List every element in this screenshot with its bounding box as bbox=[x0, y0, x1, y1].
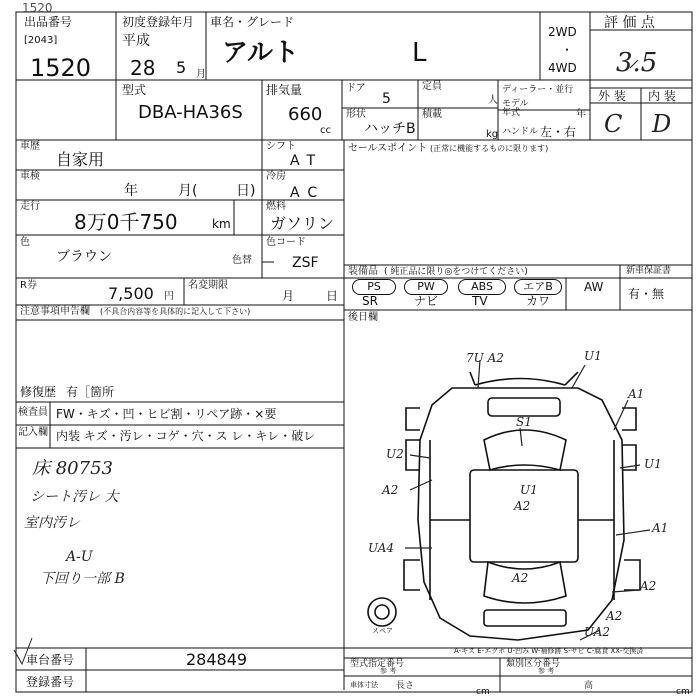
disp-unit: cc bbox=[320, 125, 331, 136]
reg-unit: 月 bbox=[196, 69, 206, 80]
checker-row-2: 内装 キズ・汚レ・コゲ・穴・ス レ・キレ・破レ bbox=[56, 429, 316, 443]
hand-note-4: A-U bbox=[66, 549, 93, 565]
equip-note: ( 純正品に限り◎をつけてください) bbox=[384, 267, 528, 277]
repair-value: 有［箇所 bbox=[66, 385, 115, 399]
sales-note: (正常に機能するものに限ります) bbox=[430, 144, 549, 153]
venue-no-cut: 1520 bbox=[22, 1, 53, 15]
reg-month: 5 bbox=[176, 58, 187, 77]
height-label: 高 bbox=[584, 681, 594, 691]
model-year-label: モデル 年式 bbox=[502, 99, 529, 118]
ac-value: AC bbox=[290, 185, 326, 201]
cap-unit: 人 bbox=[488, 95, 498, 106]
warranty-label: 新車保証書 bbox=[626, 266, 672, 276]
mark-l-door: U2 bbox=[386, 447, 404, 461]
lot-sub: [2043] bbox=[24, 35, 58, 46]
mark-l-rear: UA4 bbox=[368, 541, 395, 555]
inspect-label: 車検 bbox=[20, 171, 40, 182]
inspect-month: 月( bbox=[178, 183, 198, 199]
handle-value: 左・右 bbox=[540, 125, 577, 139]
hand-note-5: 下回り一部 B bbox=[40, 571, 125, 587]
repair-label: 修復歴 bbox=[20, 385, 57, 399]
score-label: 評 価 点 bbox=[604, 15, 655, 31]
mark-roof-u1: U1 bbox=[520, 483, 538, 497]
disp-value: 660 bbox=[288, 104, 323, 125]
color-value: ブラウン bbox=[56, 249, 112, 265]
rear-label: 後日欄 bbox=[348, 312, 378, 323]
chassis-label: 車台番号 bbox=[26, 653, 75, 667]
equip-navi: ナビ bbox=[414, 294, 439, 308]
shape-value: ハッチB bbox=[364, 121, 416, 137]
fuel-label: 燃料 bbox=[266, 201, 286, 212]
model-value: DBA-HA36S bbox=[138, 102, 243, 123]
checker-label-1: 検査員 bbox=[18, 407, 48, 418]
recycle-label: R券 bbox=[20, 280, 37, 291]
usage-label: 車歴 bbox=[20, 141, 40, 152]
reg-era: 平成 bbox=[122, 33, 150, 49]
dims-label: 車体寸法 bbox=[350, 681, 378, 689]
car-label: 車名・グレード bbox=[210, 15, 295, 29]
chassis-value: 284849 bbox=[186, 650, 248, 669]
usage-value: 自家用 bbox=[56, 150, 105, 169]
spare-label: スペア bbox=[372, 627, 393, 635]
score-value: 3.5 bbox=[616, 48, 658, 78]
equip-leather: カワ bbox=[526, 294, 551, 308]
score-ext-label: 外 装 bbox=[598, 89, 626, 103]
reg-year: 28 bbox=[130, 56, 156, 80]
shape-label: 形状 bbox=[346, 109, 366, 120]
mileage-unit: km bbox=[212, 217, 231, 231]
mark-fr-fender: A1 bbox=[628, 387, 645, 401]
regno-label: 登録番号 bbox=[26, 675, 75, 689]
color-label: 色 bbox=[20, 237, 30, 248]
mark-bumper: UA2 bbox=[584, 625, 611, 639]
mark-r-rear: A1 bbox=[652, 521, 669, 535]
cm-1: cm bbox=[476, 687, 490, 697]
car-name: アルト bbox=[222, 38, 299, 68]
model-year-unit: 年 bbox=[576, 109, 586, 120]
hand-note-1: 床 80753 bbox=[32, 458, 113, 479]
equip-abs: ABS bbox=[458, 279, 506, 295]
inspect-day: 日) bbox=[236, 183, 256, 199]
dealer-label: ディーラー・並行 bbox=[502, 85, 574, 95]
notes-note: (不具合内容等を具体的に記入して下さい) bbox=[100, 307, 251, 316]
model-label: 型式 bbox=[122, 83, 147, 97]
handle-label: ハンドル bbox=[502, 127, 539, 137]
load-label: 積載 bbox=[422, 109, 442, 120]
equip-aw: AW bbox=[584, 280, 604, 294]
mark-r-quarter: A2 bbox=[640, 579, 657, 593]
color-code: ZSF bbox=[292, 255, 319, 271]
car-diagram bbox=[368, 372, 640, 640]
paint-label: 色替 bbox=[232, 255, 252, 266]
drive-2wd: 2WD bbox=[548, 25, 577, 39]
color-code-label: 色コード bbox=[266, 237, 306, 248]
warranty-value: 有・無 bbox=[628, 287, 665, 301]
mark-r-door: U1 bbox=[644, 457, 662, 471]
hand-note-2: シート汚レ 大 bbox=[30, 489, 119, 505]
mark-roof: A2 bbox=[514, 499, 531, 513]
equip-pw: PW bbox=[404, 279, 448, 295]
inspect-year: 年 bbox=[124, 183, 138, 199]
mark-l-panel: A2 bbox=[382, 483, 399, 497]
car-grade: L bbox=[412, 38, 427, 68]
mark-rear-corner: A2 bbox=[606, 609, 623, 623]
drive-dot: ・ bbox=[561, 43, 574, 57]
checker-label-2: 記入欄 bbox=[18, 427, 48, 438]
cm-2: cm bbox=[676, 687, 690, 697]
doors-value: 5 bbox=[382, 91, 391, 107]
hand-note-3: 室内汚レ bbox=[24, 515, 80, 531]
cap-label: 定員 bbox=[422, 81, 442, 92]
lot-number: 1520 bbox=[30, 54, 92, 82]
mileage-label: 走行 bbox=[20, 201, 40, 212]
lot-label: 出品番号 bbox=[24, 15, 73, 29]
rename-day: 日 bbox=[326, 289, 339, 303]
rename-label: 名変期限 bbox=[188, 280, 228, 291]
category-label: 類別区分番号 bbox=[506, 659, 561, 669]
equip-airbag: エアB bbox=[514, 279, 562, 295]
score-int-label: 内 装 bbox=[648, 89, 676, 103]
reg-label: 初度登録年月 bbox=[122, 15, 195, 29]
fuel-value: ガソリン bbox=[270, 214, 335, 233]
recycle-value: 7,500 bbox=[108, 284, 154, 303]
shift-value: AT bbox=[290, 153, 324, 169]
mark-back: A2 bbox=[512, 571, 529, 585]
drive-4wd: 4WD bbox=[548, 61, 577, 75]
doors-label: ドア bbox=[346, 83, 366, 94]
disp-label: 排気量 bbox=[266, 83, 303, 97]
ref-label-2: 参 考 bbox=[538, 667, 555, 675]
damage-legend: A-キズ E-エクボ U-凹み W-補修跡 S-サビ C-腐食 XX-交換済 bbox=[454, 647, 644, 655]
equip-ps: PS bbox=[352, 279, 396, 295]
score-int: D bbox=[652, 110, 672, 138]
sales-label: セールスポイント bbox=[348, 143, 428, 154]
length-label: 長さ bbox=[396, 681, 415, 691]
mark-windshield: S1 bbox=[516, 415, 532, 429]
rename-month: 月 bbox=[282, 289, 295, 303]
mileage-value: 8万0千750 bbox=[74, 210, 178, 234]
score-ext: C bbox=[604, 110, 623, 138]
mark-front-1: 7U A2 bbox=[466, 351, 504, 365]
equip-sr: SR bbox=[362, 294, 378, 308]
recycle-unit: 円 bbox=[164, 291, 174, 302]
ref-label-1: 参 考 bbox=[380, 667, 397, 675]
notes-label: 注意事項申告欄 bbox=[20, 306, 90, 317]
mark-front-2: U1 bbox=[584, 349, 602, 363]
equip-tv: TV bbox=[472, 294, 488, 308]
checker-row-1: FW・キズ・凹・ヒビ割・リペア跡・×要 bbox=[56, 407, 277, 421]
ac-label: 冷房 bbox=[266, 171, 286, 182]
load-unit: kg bbox=[486, 129, 499, 140]
model-cert-label: 型式指定番号 bbox=[350, 659, 405, 669]
shift-label: シフト bbox=[266, 141, 296, 152]
equip-label: 装備品 bbox=[348, 266, 378, 277]
